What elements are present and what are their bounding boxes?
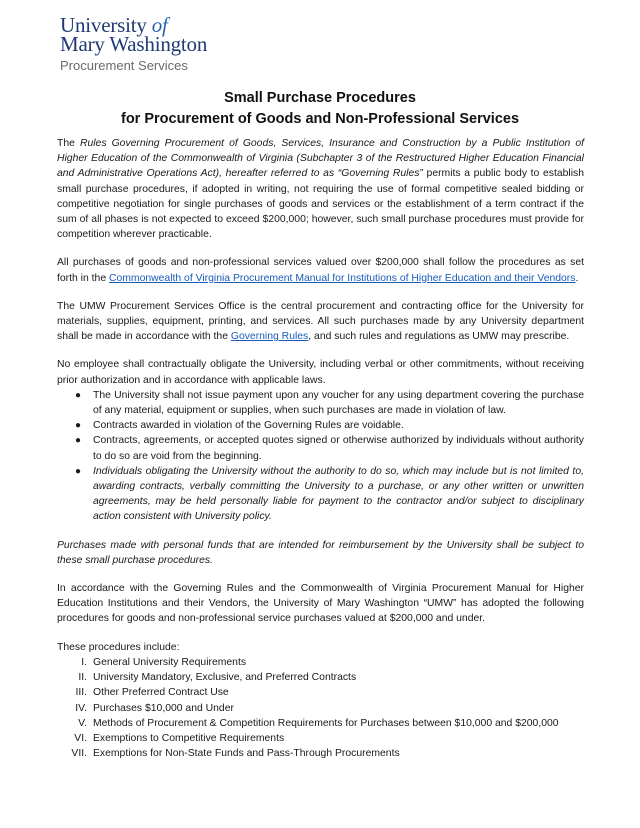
- bullet-icon: ●: [75, 389, 82, 401]
- bullet-icon: ●: [75, 420, 82, 432]
- document-body: [57, 136, 584, 761]
- title-line-2: for Procurement of Goods and Non-Professional Services: [120, 111, 520, 127]
- logo-subtitle: Procurement Services: [60, 58, 188, 73]
- title-line-1: Small Purchase Procedures: [224, 90, 416, 106]
- paragraph-over-threshold: All purchases of goods and non-professional services valued over $200,000 shall follow the procedures as set forth in the Commonwealth of Virginia Procurement Manual for Institutions of Higher Education and their Vendors.: [57, 257, 584, 284]
- paragraph-authorization: No employee shall contractually obligate the University, including verbal or other commitments, without receiving prior authorization and in accordance with applicable laws.: [57, 359, 584, 386]
- list-item: II. University Mandatory, Exclusive, and Preferred Contracts: [78, 672, 357, 684]
- procedures-list: [57, 655, 584, 761]
- logo-of-text: of: [151, 13, 168, 37]
- procedures-intro: These procedures include:: [57, 641, 180, 653]
- bullet-icon: ●: [75, 435, 82, 447]
- list-item: ● The University shall not issue payment upon any voucher for any using department covering the purchase of any material, equipment or supplies, when such purchases are made in violation of law.: [75, 389, 584, 417]
- paragraph-governing-rules: The Rules Governing Procurement of Goods, Services, Insurance and Construction by a Public Institution of Higher Education of the Commonwealth of Virginia (Subchapter 3 of the Restructured Higher Education Financial and Administrative Operations Act), hereafter referred to as “Governing Rules” permits a public body to establish small purchase procedures, if adopted in writing, not requiring the use of formal competitive sealed bidding or competitive negotiation for single purchases of goods and services or the establishment of a term contract if the sum of all phases is not expected to exceed $200,000; however, such small purchase procedures must provide for competition wherever practicable.: [57, 138, 585, 241]
- paragraph-procurement-office: The UMW Procurement Services Office is the central procurement and contracting office for the University for materials, supplies, equipment, printing, and services. All such purchases made by any University department shall be made in accordance with the Governing Rules, and such rules and regulations as UMW may prescribe.: [57, 300, 584, 343]
- logo-line-2: Mary Washington: [60, 32, 208, 56]
- list-item: I. General University Requirements: [81, 656, 247, 668]
- list-item: VI. Exemptions to Competitive Requirements: [74, 732, 285, 744]
- list-item: III. Other Preferred Contract Use: [75, 687, 229, 699]
- university-logo: [60, 13, 260, 73]
- paragraph-adopted-procedures: In accordance with the Governing Rules and the Commonwealth of Virginia Procurement Manual for Higher Education Institutions and their Vendors, the University of Mary Washington “UMW” has adopted the following procedures for goods and non-professional service purchases valued at $200,000 and under.: [57, 583, 584, 625]
- governing-rules-link[interactable]: Governing Rules: [230, 331, 309, 343]
- authorization-bullet-list: [57, 388, 584, 525]
- list-item: IV. Purchases $10,000 and Under: [75, 702, 234, 714]
- list-item: ● Contracts awarded in violation of the Governing Rules are voidable.: [57, 418, 584, 433]
- paragraph-personal-funds: Purchases made with personal funds that are intended for reimbursement by the University shall be subject to these small purchase procedures.: [57, 539, 584, 566]
- list-item: VII. Exemptions for Non-State Funds and Pass-Through Procurements: [71, 748, 400, 760]
- list-item: ● Individuals obligating the University without the authority to do so, which may include but is not limited to, awarding contracts, verbally committing the University to a purchase, or any other written or unwritten agreements, may be held personally liable for payment to the contractor and/or subject to disciplinary action consistent with University policy.: [75, 465, 584, 523]
- bullet-icon: ●: [75, 465, 82, 477]
- procurement-manual-link[interactable]: Commonwealth of Virginia Procurement Manual for Institutions of Higher Education and their Vendors: [108, 272, 576, 284]
- logo-line-1: University of: [60, 13, 168, 37]
- list-item: ● Contracts, agreements, or accepted quotes signed or otherwise authorized by individuals without authority to do so are void from the beginning.: [75, 435, 584, 462]
- document-title: [0, 88, 640, 130]
- governing-rules-citation: Rules Governing Procurement of Goods, Services, Insurance and Construction by a Public Institution of Higher Education of the Commonwealth of Virginia (Subchapter 3 of the Restructured Higher Education Financial and Administrative Operations Act), hereafter referred to as “Governing Rules”: [57, 138, 585, 180]
- list-item: V. Methods of Procurement & Competition Requirements for Purchases between $10,000 and $200,000: [78, 717, 559, 729]
